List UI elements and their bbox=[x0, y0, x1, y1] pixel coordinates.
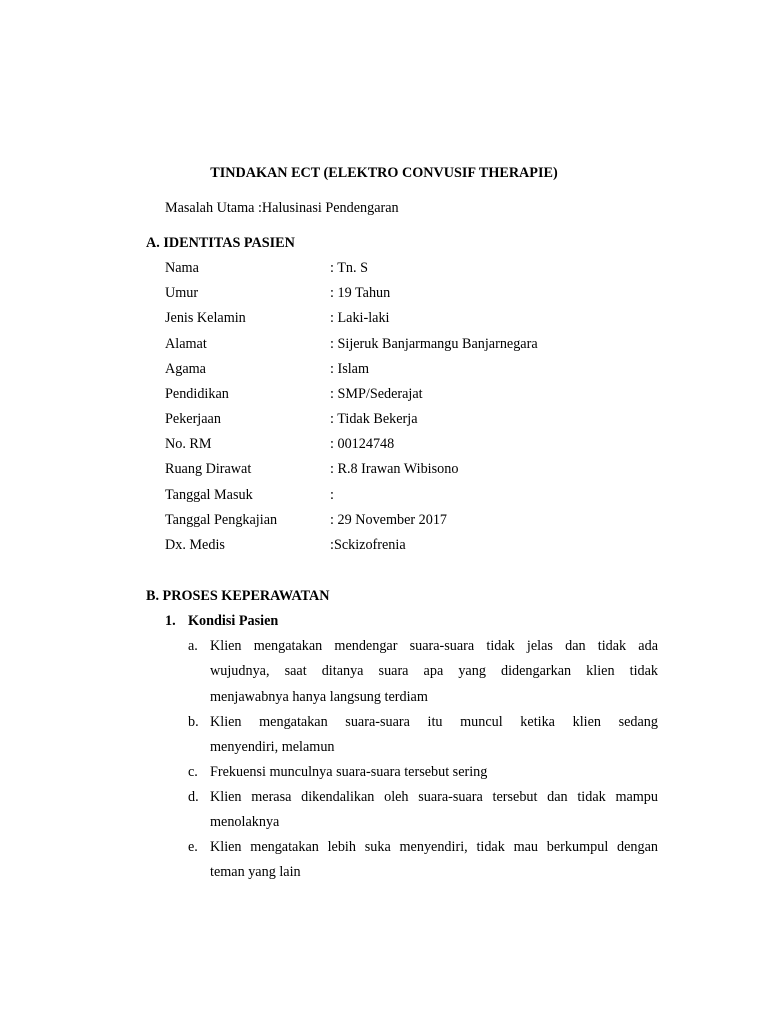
list-item-line: Klien merasa dikendalikan oleh suara-suara tersebut dan tidak mampu bbox=[210, 789, 658, 805]
identity-value: : R.8 Irawan Wibisono bbox=[330, 461, 459, 477]
main-problem: Masalah Utama :Halusinasi Pendengaran bbox=[165, 200, 399, 216]
identity-value: : Tidak Bekerja bbox=[330, 411, 418, 427]
identity-label: Pendidikan bbox=[165, 386, 229, 402]
identity-value: : 19 Tahun bbox=[330, 285, 391, 301]
list-item-line: Klien mengatakan lebih suka menyendiri, tidak mau berkumpul dengan bbox=[210, 839, 658, 855]
identity-label: Dx. Medis bbox=[165, 537, 225, 553]
list-item-line: Klien mengatakan mendengar suara-suara tidak jelas dan tidak ada bbox=[210, 638, 658, 654]
identity-label: Ruang Dirawat bbox=[165, 461, 252, 477]
list-item-line: menyendiri, melamun bbox=[210, 739, 335, 755]
section-a-heading: A. IDENTITAS PASIEN bbox=[146, 235, 295, 251]
identity-label: Umur bbox=[165, 285, 199, 301]
identity-value: : Sijeruk Banjarmangu Banjarnegara bbox=[330, 336, 538, 352]
identity-label: Agama bbox=[165, 361, 206, 377]
subsection-title: Kondisi Pasien bbox=[188, 613, 279, 629]
list-item-line: Klien mengatakan suara-suara itu muncul ketika klien sedang bbox=[210, 714, 658, 730]
identity-label: Nama bbox=[165, 260, 199, 276]
identity-label: Pekerjaan bbox=[165, 411, 221, 427]
identity-label: No. RM bbox=[165, 436, 212, 452]
identity-label: Jenis Kelamin bbox=[165, 310, 246, 326]
identity-value: :Sckizofrenia bbox=[330, 537, 406, 553]
list-item-line: menolaknya bbox=[210, 814, 280, 830]
identity-label: Alamat bbox=[165, 336, 207, 352]
list-item-line: menjawabnya hanya langsung terdiam bbox=[210, 689, 428, 705]
document-title: TINDAKAN ECT (ELEKTRO CONVUSIF THERAPIE) bbox=[210, 165, 558, 181]
identity-value: : 29 November 2017 bbox=[330, 512, 448, 528]
subsection-number: 1. bbox=[165, 613, 176, 629]
list-item-line: Frekuensi munculnya suara-suara tersebut sering bbox=[210, 764, 488, 780]
identity-value: : bbox=[330, 487, 334, 503]
list-item-letter: a. bbox=[188, 638, 198, 654]
identity-value: : SMP/Sederajat bbox=[330, 386, 423, 402]
identity-label: Tanggal Pengkajian bbox=[165, 512, 278, 528]
list-item-line: teman yang lain bbox=[210, 864, 301, 880]
section-b-heading: B. PROSES KEPERAWATAN bbox=[146, 588, 330, 604]
list-item-line: wujudnya, saat ditanya suara apa yang didengarkan klien tidak bbox=[210, 663, 658, 679]
identity-label: Tanggal Masuk bbox=[165, 487, 253, 503]
identity-value: : Islam bbox=[330, 361, 370, 377]
identity-value: : Tn. S bbox=[330, 260, 368, 276]
list-item-letter: c. bbox=[188, 764, 198, 780]
list-item-letter: d. bbox=[188, 789, 199, 805]
list-item-letter: e. bbox=[188, 839, 198, 855]
list-item-letter: b. bbox=[188, 714, 199, 730]
identity-value: : Laki-laki bbox=[330, 310, 390, 326]
identity-value: : 00124748 bbox=[330, 436, 395, 452]
